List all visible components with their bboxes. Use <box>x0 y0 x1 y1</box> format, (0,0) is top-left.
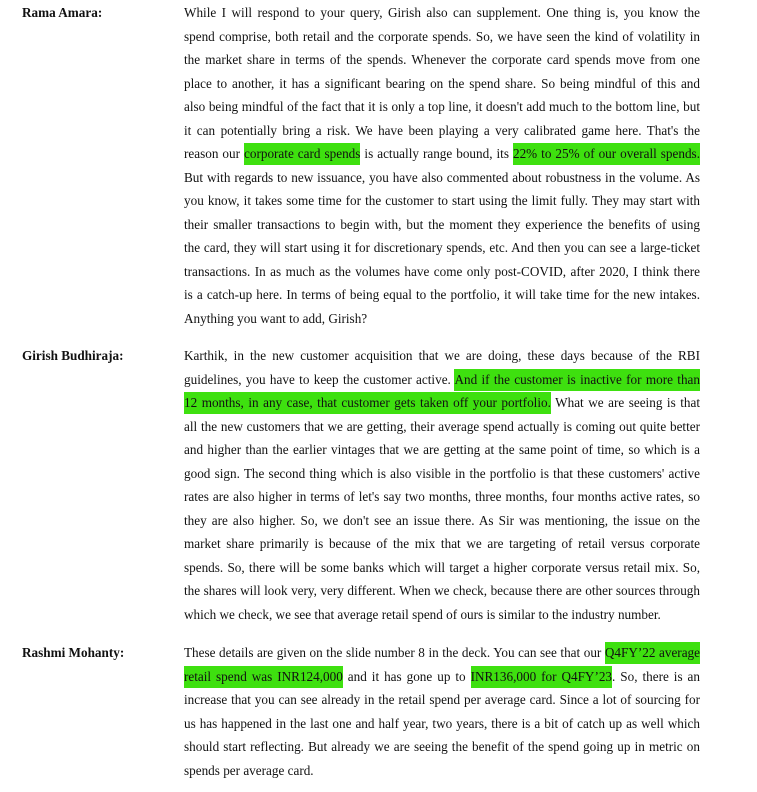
highlighted-phrase: 12 months, in any case, that customer gets taken off your portfolio. <box>184 392 551 414</box>
speech-line <box>184 48 700 72</box>
line-text: and higher than the earlier vintages that we are getting at the same point of time, so which is a <box>184 442 700 457</box>
speech-line <box>184 391 700 415</box>
highlighted-phrase: retail spend was INR124,000 <box>184 666 343 688</box>
line-text: rates are also higher in terms of let's say two months, three months, four months active rates, so <box>184 489 700 504</box>
speaker-name: Girish Budhiraja: <box>22 348 124 363</box>
speech-line <box>184 759 700 783</box>
line-text: and it has gone up to <box>342 668 471 684</box>
speech-line <box>184 532 700 556</box>
speech-line <box>184 485 700 509</box>
line-text: What we are seeing is that <box>550 395 701 410</box>
line-text: . So, there is an <box>612 668 700 684</box>
line-text: Anything you want to add, Girish? <box>184 310 368 326</box>
line-text: which we check, we see that average retail spend of ours is similar to the industry number. <box>184 606 661 622</box>
line-text: market share primarily is because of the mix that we are targeting of retail versus corporate <box>184 536 700 551</box>
highlighted-phrase: INR136,000 for Q4FY’23 <box>471 666 612 688</box>
highlighted-phrase: Q4FY’22 average <box>605 642 700 664</box>
line-text: But with regards to new issuance, you have also commented about robustness in the volume. As <box>184 169 700 185</box>
line-text: also being mindful of the fact that it is only a top line, it doesn't add much to the bottom line, but <box>184 99 700 114</box>
speech-line <box>184 72 700 96</box>
speech-line <box>184 579 700 603</box>
line-text: should start reflecting. But already we are seeing the benefit of the spend going up in metric on <box>184 739 700 754</box>
speech-line <box>184 368 700 392</box>
speech-line <box>184 260 700 284</box>
line-text: spends per average card. <box>184 762 314 778</box>
line-text: you know, it takes some time for the customer to start using the limit fully. They may start with <box>184 193 700 208</box>
speech-line <box>184 688 700 712</box>
speech-line <box>184 25 700 49</box>
line-text: guidelines, you have to keep the customer active. <box>184 371 455 387</box>
speech-line <box>184 307 700 331</box>
speech-line <box>184 603 700 627</box>
line-text: These details are given on the slide number 8 in the deck. You can see that our <box>184 645 605 660</box>
speech-line <box>184 665 700 689</box>
highlighted-phrase: 22% to 25% of our overall spends. <box>513 143 700 165</box>
speech-line <box>184 712 700 736</box>
line-text: us has happened in the last one and half year, two years, there is a bit of catch up as well which <box>184 715 700 731</box>
speech-line <box>184 236 700 260</box>
speech-line <box>184 213 700 237</box>
speech-line <box>184 556 700 580</box>
line-text: spend comprise, both retail and the corporate spends. So, we have seen the kind of volatility in <box>184 28 700 44</box>
line-text: is a catch-up here. In terms of being equal to the portfolio, it will take time for the new intakes. <box>184 287 700 302</box>
line-text: Karthik, in the new customer acquisition that we are doing, these days because of the RBI <box>184 348 700 363</box>
speech-line <box>184 95 700 119</box>
speech-text <box>184 1 700 330</box>
speech-line <box>184 735 700 759</box>
speech-line <box>184 119 700 143</box>
speech-line <box>184 462 700 486</box>
line-text: place to another, it has a significant bearing on the spend share. So being mindful of this and <box>184 75 700 91</box>
line-text: the shares will look very, very different. When we check, because there are other sources through <box>184 583 700 598</box>
speech-text <box>184 641 700 782</box>
line-text: transactions. In as much as the volumes have come only post-COVID, after 2020, I think there <box>184 263 700 279</box>
speech-line <box>184 1 700 25</box>
line-text: is actually range bound, its <box>360 146 513 161</box>
speech-line <box>184 509 700 533</box>
speech-line <box>184 283 700 307</box>
speaker-name: Rashmi Mohanty: <box>22 645 125 660</box>
speech-line <box>184 166 700 190</box>
speech-line <box>184 415 700 439</box>
highlighted-phrase: And if the customer is inactive for more than <box>454 369 700 391</box>
line-text: reason our <box>184 146 245 161</box>
line-text: all the new customers that we are getting, their average spend actually is coming out quite better <box>184 418 700 434</box>
speech-line <box>184 189 700 213</box>
line-text: it can potentially bring a risk. We have been playing a very calibrated game here. That's the <box>184 122 700 138</box>
speaker-name: Rama Amara: <box>22 5 103 20</box>
line-text: good sign. The second thing which is also visible in the portfolio is that these customers' active <box>184 465 700 481</box>
highlighted-phrase: corporate card spends <box>244 143 360 165</box>
line-text: their smaller transactions to begin with, but the moment they experience the benefits of using <box>184 216 700 232</box>
line-text: they are also higher. So, we don't see an issue there. As Sir was mentioning, the issue on the <box>184 512 700 528</box>
line-text: spends. So, there will be some banks which will target a higher corporate versus retail mix. So, <box>184 559 700 575</box>
speech-line <box>184 641 700 665</box>
speech-line <box>184 344 700 368</box>
line-text: While I will respond to your query, Girish also can supplement. One thing is, you know the <box>184 5 700 20</box>
line-text: increase that you can see already in the retail spend per average card. Since a lot of sourcing for <box>184 692 700 707</box>
speech-text <box>184 344 700 626</box>
line-text: the market share in terms of the spends. Whenever the corporate card spends move from one <box>184 52 700 67</box>
speech-line <box>184 142 700 166</box>
speech-line <box>184 438 700 462</box>
line-text: the card, they will start using it for discretionary spends, etc. And then you can see a large-ticket <box>184 240 700 255</box>
